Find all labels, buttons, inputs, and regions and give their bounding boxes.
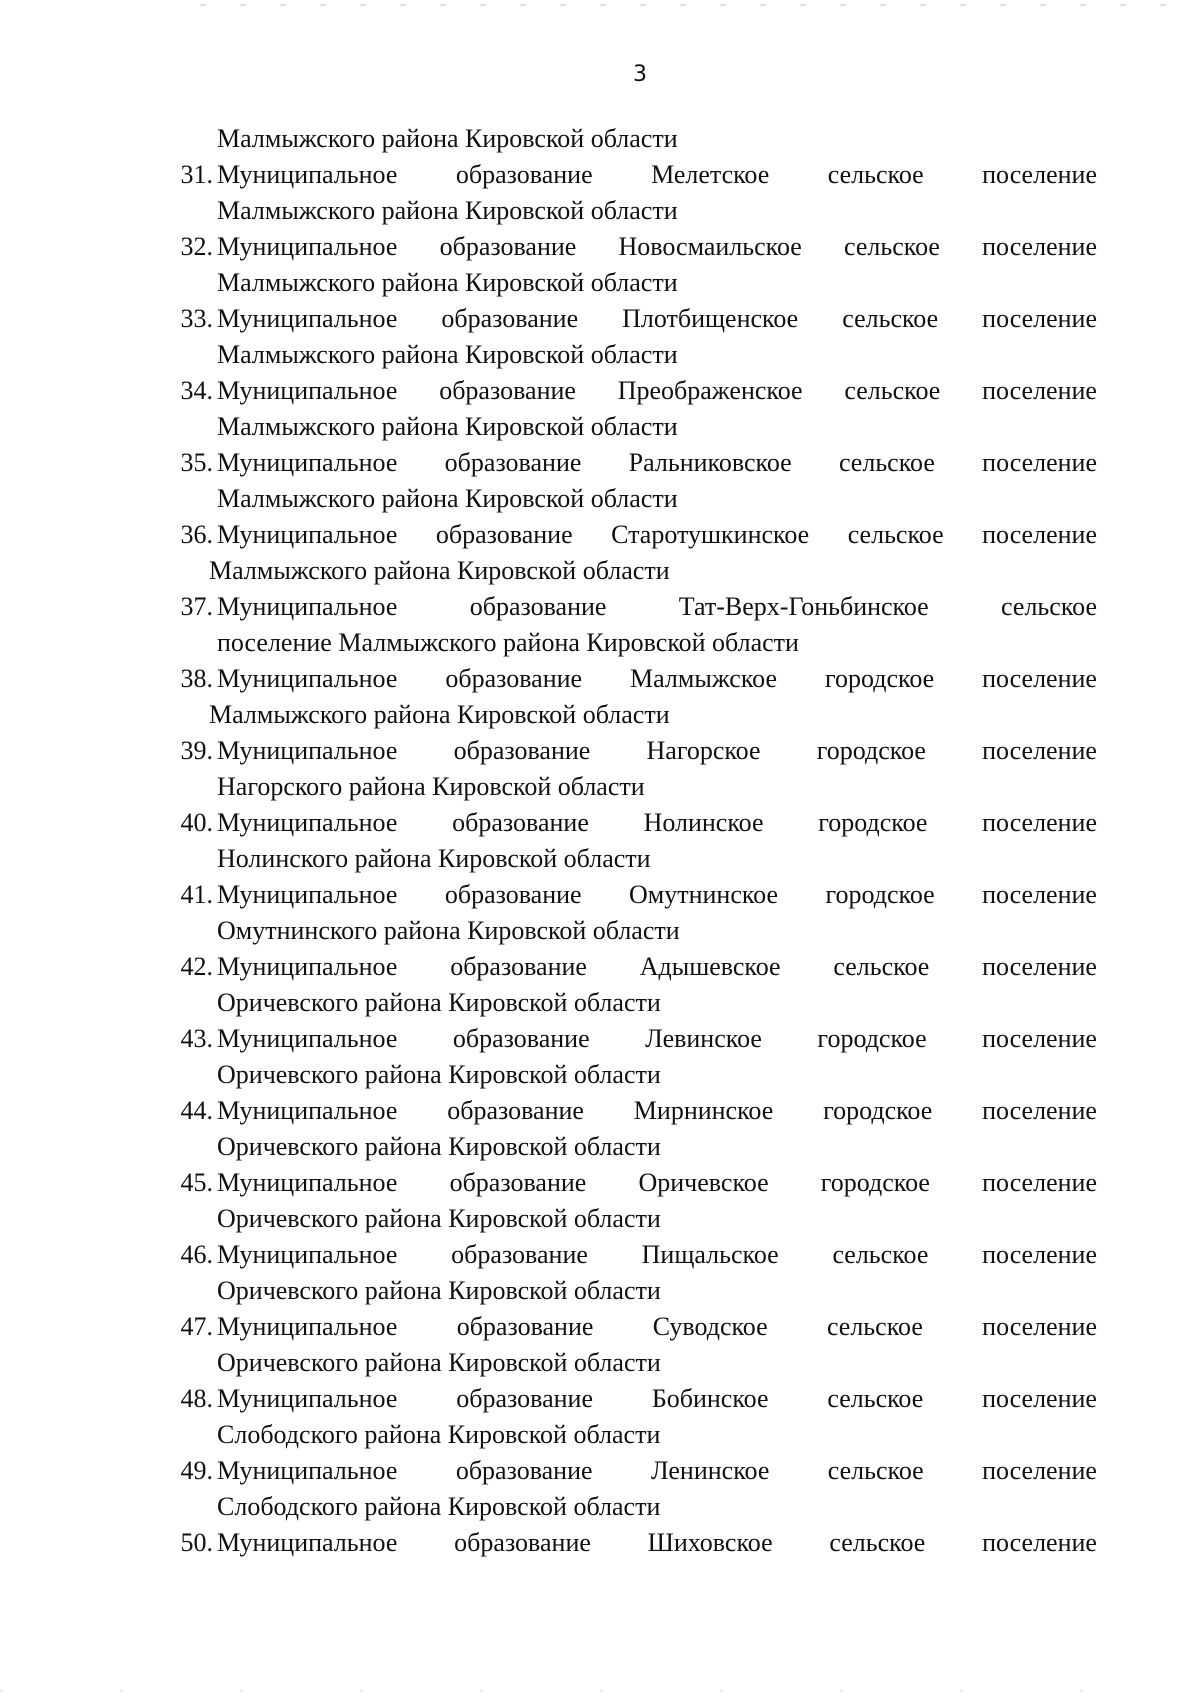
item-number: 45. [180, 1168, 213, 1197]
list-item [0, 157, 1200, 229]
item-word: Оричевское [638, 1168, 769, 1197]
item-second-line: Слободского района Кировской области [217, 1492, 661, 1521]
continuation-line: Малмыжского района Кировской области [217, 124, 678, 153]
item-first-line [217, 445, 1097, 481]
item-first-line [217, 949, 1097, 985]
item-word: поселение [982, 1168, 1097, 1197]
item-second-line: Оричевского района Кировской области [217, 1132, 661, 1161]
item-word: поселение [982, 160, 1097, 189]
item-second-line: Оричевского района Кировской области [217, 1060, 661, 1089]
item-word: поселение [982, 1528, 1097, 1557]
list-item [0, 733, 1200, 805]
list-item [0, 1165, 1200, 1237]
list-items [0, 157, 1200, 1561]
item-word: сельское [1001, 592, 1097, 621]
item-number: 41. [180, 880, 213, 909]
item-word: городское [816, 736, 926, 765]
item-word: Адышевское [639, 952, 781, 981]
item-first-line [217, 373, 1097, 409]
item-first-line [217, 733, 1097, 769]
item-first-line [217, 661, 1097, 697]
item-word: Муниципальное [217, 1096, 398, 1125]
item-number: 35. [180, 448, 213, 477]
scan-artifact-bottom [0, 1690, 1200, 1692]
item-word: Муниципальное [217, 160, 398, 189]
item-word: образование [439, 232, 577, 261]
item-word: поселение [982, 376, 1097, 405]
list-item [0, 805, 1200, 877]
list-item [0, 229, 1200, 301]
item-word: образование [450, 952, 587, 981]
item-word: Муниципальное [217, 736, 398, 765]
item-number: 46. [180, 1240, 213, 1269]
item-word: сельское [844, 232, 940, 261]
item-word: поселение [982, 1312, 1097, 1341]
item-second-line: Малмыжского района Кировской области [209, 556, 670, 585]
item-word: поселение [982, 232, 1097, 261]
list-item [0, 949, 1200, 1021]
item-second-line: Нолинского района Кировской области [217, 844, 651, 873]
item-first-line [217, 1453, 1097, 1489]
item-word: Мирнинское [633, 1096, 774, 1125]
item-word: поселение [982, 1024, 1097, 1053]
item-word: Плотбищенское [622, 304, 799, 333]
item-word: Муниципальное [217, 1528, 398, 1557]
item-word: поселение [982, 664, 1097, 693]
item-first-line [217, 517, 1097, 553]
item-word: образование [444, 880, 582, 909]
item-word: образование [454, 1528, 591, 1557]
item-word: сельское [827, 160, 924, 189]
item-number: 43. [180, 1024, 213, 1053]
item-first-line [217, 805, 1097, 841]
item-word: Малмыжское [630, 664, 778, 693]
list-item [0, 517, 1200, 589]
item-word: поселение [982, 1240, 1097, 1269]
item-number: 50. [180, 1528, 213, 1557]
item-word: Шиховское [647, 1528, 773, 1557]
item-number: 40. [180, 808, 213, 837]
item-word: Левинское [645, 1024, 762, 1053]
item-word: Нолинское [643, 808, 764, 837]
item-word: поселение [982, 808, 1097, 837]
item-second-line: Малмыжского района Кировской области [217, 484, 678, 513]
item-word: поселение [982, 1384, 1097, 1413]
item-word: образование [444, 448, 582, 477]
item-word: поселение [982, 1096, 1097, 1125]
item-word: городское [823, 1096, 933, 1125]
item-word: сельское [838, 448, 935, 477]
item-word: городское [824, 664, 935, 693]
item-word: поселение [982, 304, 1097, 333]
item-number: 38. [180, 664, 213, 693]
item-word: сельское [827, 1456, 924, 1485]
item-first-line [217, 1021, 1097, 1057]
item-word: сельское [847, 520, 944, 549]
item-word: Пищальское [641, 1240, 779, 1269]
item-second-line: Малмыжского района Кировской области [217, 196, 678, 225]
list-item [0, 373, 1200, 445]
item-word: образование [456, 1384, 593, 1413]
item-word: Муниципальное [217, 952, 398, 981]
item-word: образование [445, 664, 583, 693]
item-word: сельское [826, 1312, 923, 1341]
list-item [0, 1525, 1200, 1561]
list-item [0, 1237, 1200, 1309]
item-word: Новосмаильское [618, 232, 802, 261]
item-word: сельское [844, 376, 941, 405]
list-item [0, 1093, 1200, 1165]
item-word: Мелетское [651, 160, 770, 189]
item-word: поселение [982, 736, 1097, 765]
scan-artifact-top [200, 4, 1200, 6]
item-word: сельское [827, 1384, 924, 1413]
item-second-line: поселение Малмыжского района Кировской области [217, 628, 799, 657]
item-first-line [217, 1237, 1097, 1273]
list-item [0, 301, 1200, 373]
item-word: городское [817, 1024, 927, 1053]
item-number: 44. [180, 1096, 213, 1125]
item-first-line [217, 1525, 1097, 1561]
item-first-line [217, 1093, 1097, 1129]
item-word: образование [455, 160, 593, 189]
item-second-line: Оричевского района Кировской области [217, 1348, 661, 1377]
item-word: поселение [982, 880, 1097, 909]
item-word: образование [447, 1096, 584, 1125]
item-word: Муниципальное [217, 1168, 398, 1197]
item-word: городское [818, 808, 928, 837]
item-word: Старотушкинское [611, 520, 810, 549]
item-second-line: Малмыжского района Кировской области [217, 412, 678, 441]
list-item [0, 589, 1200, 661]
item-word: городское [825, 880, 935, 909]
item-word: городское [820, 1168, 930, 1197]
item-second-line: Омутнинского района Кировской области [217, 916, 680, 945]
item-word: Омутнинское [629, 880, 779, 909]
item-word: поселение [982, 520, 1097, 549]
item-word: Муниципальное [217, 808, 398, 837]
list-item [0, 661, 1200, 733]
item-number: 48. [180, 1384, 213, 1413]
item-word: Муниципальное [217, 1024, 398, 1053]
item-word: Тат-Верх-Гоньбинское [678, 592, 929, 621]
list-item [0, 445, 1200, 517]
item-first-line [217, 229, 1097, 265]
item-word: Муниципальное [217, 376, 398, 405]
item-word: Муниципальное [217, 1384, 398, 1413]
list-item [0, 1381, 1200, 1453]
item-word: сельское [833, 952, 930, 981]
item-first-line [217, 1309, 1097, 1345]
item-word: сельское [829, 1528, 926, 1557]
item-word: Суводское [652, 1312, 768, 1341]
item-word: образование [453, 736, 591, 765]
item-first-line [217, 157, 1097, 193]
item-number: 32. [180, 232, 213, 261]
item-word: поселение [982, 952, 1097, 981]
item-second-line: Оричевского района Кировской области [217, 988, 661, 1017]
item-word: Ленинское [650, 1456, 770, 1485]
item-number: 34. [180, 376, 213, 405]
item-word: образование [452, 808, 589, 837]
item-word: Нагорское [646, 736, 761, 765]
item-word: Бобинское [651, 1384, 769, 1413]
item-word: образование [439, 376, 576, 405]
list-item [0, 877, 1200, 949]
item-first-line [217, 589, 1097, 625]
item-first-line [217, 301, 1097, 337]
item-word: Муниципальное [217, 232, 398, 261]
item-word: Муниципальное [217, 448, 398, 477]
item-word: образование [456, 1312, 594, 1341]
item-word: образование [455, 1456, 593, 1485]
list-item [0, 1309, 1200, 1381]
item-number: 33. [180, 304, 213, 333]
item-second-line: Слободского района Кировской области [217, 1420, 661, 1449]
item-word: поселение [982, 1456, 1097, 1485]
item-number: 31. [180, 160, 213, 189]
item-word: сельское [842, 304, 939, 333]
item-word: Муниципальное [217, 592, 398, 621]
item-second-line: Малмыжского района Кировской области [209, 700, 670, 729]
item-second-line: Оричевского района Кировской области [217, 1204, 661, 1233]
item-word: Преображенское [617, 376, 803, 405]
item-second-line: Оричевского района Кировской области [217, 1276, 661, 1305]
item-word: Муниципальное [217, 1312, 398, 1341]
item-first-line [217, 877, 1097, 913]
item-number: 42. [180, 952, 213, 981]
list-item [0, 1021, 1200, 1093]
item-word: образование [449, 1168, 587, 1197]
item-second-line: Малмыжского района Кировской области [217, 340, 678, 369]
item-number: 49. [180, 1456, 213, 1485]
item-word: Муниципальное [217, 1456, 398, 1485]
item-second-line: Нагорского района Кировской области [217, 772, 645, 801]
page-number: 3 [633, 62, 647, 87]
item-word: сельское [832, 1240, 929, 1269]
item-word: Муниципальное [217, 520, 398, 549]
item-number: 39. [180, 736, 213, 765]
item-word: образование [435, 520, 573, 549]
item-number: 47. [180, 1312, 213, 1341]
item-word: образование [441, 304, 579, 333]
item-word: образование [452, 1024, 590, 1053]
item-first-line [217, 1165, 1097, 1201]
item-word: Муниципальное [217, 664, 398, 693]
item-second-line: Малмыжского района Кировской области [217, 268, 678, 297]
list-item [0, 1453, 1200, 1525]
item-word: поселение [982, 448, 1097, 477]
item-word: Муниципальное [217, 304, 398, 333]
item-first-line [217, 1381, 1097, 1417]
item-number: 36. [180, 520, 213, 549]
item-word: Муниципальное [217, 880, 398, 909]
item-word: образование [451, 1240, 588, 1269]
item-word: Муниципальное [217, 1240, 398, 1269]
item-word: Ральниковское [628, 448, 792, 477]
item-word: образование [469, 592, 607, 621]
municipality-list [0, 121, 1200, 1561]
item-number: 37. [180, 592, 213, 621]
